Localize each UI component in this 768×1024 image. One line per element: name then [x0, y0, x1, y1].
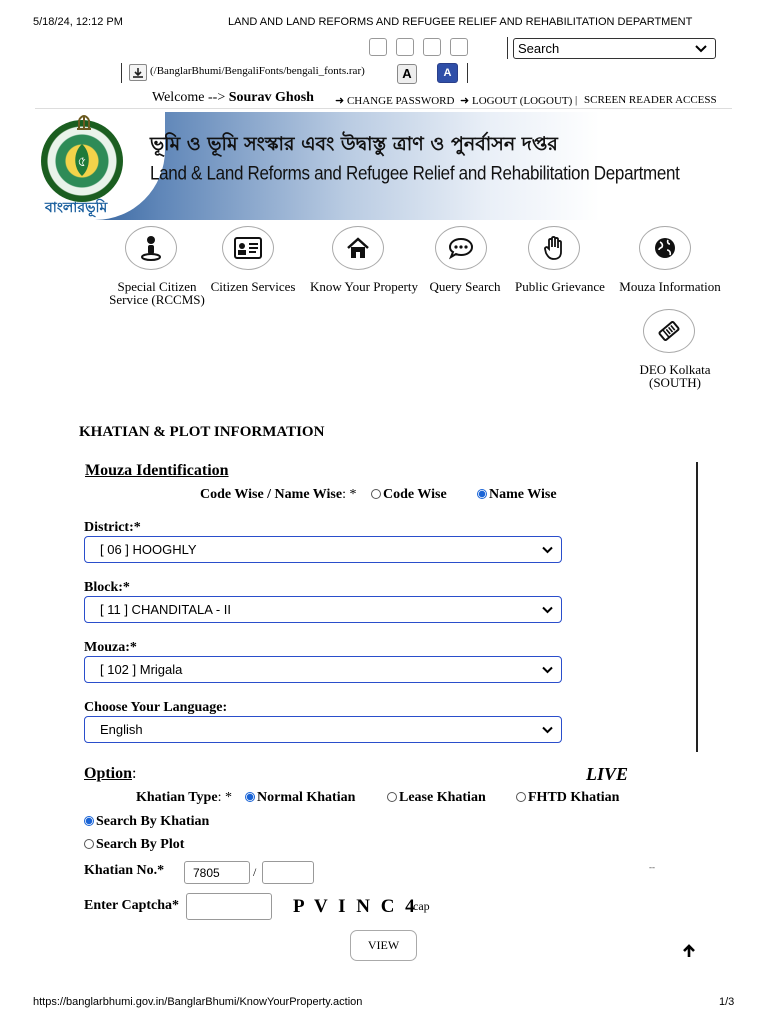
mouza-select-value: [ 102 ] Mrigala [100, 662, 183, 677]
captcha-text: P V I N C 4 [293, 896, 418, 917]
section-title: KHATIAN & PLOT INFORMATION [79, 424, 325, 440]
nav-label-mouza-information[interactable]: Mouza Information [619, 279, 721, 294]
language-select[interactable] [84, 716, 562, 743]
search-select-value: Search [518, 41, 560, 56]
small-mark: -- [649, 862, 655, 872]
block-select[interactable] [84, 596, 562, 623]
nav-label-deo-kolkata-south[interactable]: DEO Kolkata (SOUTH) [639, 362, 711, 390]
banglarbhumi-logo-text: বাংলারভূমি [45, 200, 108, 216]
khatian-no-input[interactable] [184, 861, 250, 884]
header-separator: | [575, 94, 578, 106]
nav-label-public-grievance[interactable]: Public Grievance [515, 279, 605, 294]
chat-bubble-icon [435, 226, 487, 270]
name-wise-label: Name Wise [489, 487, 557, 502]
search-by-plot-radio[interactable] [84, 839, 94, 849]
lease-khatian-label: Lease Khatian [399, 790, 486, 805]
emblem-logo [41, 120, 123, 202]
font-size-icon[interactable]: A [397, 64, 417, 84]
svg-text:৫: ৫ [77, 154, 87, 170]
id-card-icon [222, 226, 274, 270]
font-row-divider-left [121, 63, 122, 83]
mouza-identification-heading: Mouza Identification [85, 462, 229, 479]
nav-item-public-grievance[interactable] [528, 226, 580, 270]
search-select[interactable] [513, 38, 716, 59]
header-divider [35, 108, 732, 109]
khatian-no-value: 7805 [193, 865, 220, 880]
banner-english-title: Land & Land Reforms and Refugee Relief and Rehabilitation Department [150, 162, 680, 184]
welcome-prefix: Welcome --> [152, 90, 226, 105]
normal-khatian-label: Normal Khatian [257, 790, 356, 805]
logout-label: LOGOUT (LOGOUT) [471, 95, 573, 107]
code-wise-label: Code Wise [383, 487, 447, 502]
citizen-icon [125, 226, 177, 270]
lease-khatian-radio[interactable] [387, 792, 397, 802]
print-url: https://banglarbhumi.gov.in/BanglarBhumi/KnowYourProperty.action [33, 996, 363, 1008]
name-wise-radio[interactable] [477, 489, 487, 499]
khatian-separator: / [253, 865, 257, 879]
search-by-khatian-option[interactable] [84, 814, 209, 830]
fhtd-khatian-label: FHTD Khatian [528, 790, 620, 805]
normal-khatian-radio[interactable] [245, 792, 255, 802]
print-page-number: 1/3 [719, 996, 735, 1008]
name-wise-option[interactable] [477, 487, 557, 503]
lease-khatian-option[interactable] [387, 790, 486, 806]
nav-item-deo-kolkata-south[interactable] [643, 309, 695, 353]
welcome-text [152, 90, 314, 106]
block-label: Block:* [84, 580, 130, 595]
mouza-select[interactable] [84, 656, 562, 683]
khatian-sub-input[interactable] [262, 861, 314, 884]
change-password-label: CHANGE PASSWORD [346, 95, 455, 107]
toolbar-square-button-4[interactable] [450, 38, 468, 56]
language-select-value: English [100, 722, 143, 737]
hand-icon [528, 226, 580, 270]
code-wise-radio[interactable] [371, 489, 381, 499]
nav-label-special-citizen-service[interactable]: Special Citizen Service (RCCMS) [109, 279, 205, 307]
district-select-value: [ 06 ] HOOGHLY [100, 542, 197, 557]
nav-item-citizen-services[interactable] [222, 226, 274, 270]
district-label: District:* [84, 520, 141, 535]
option-heading-row [84, 765, 136, 783]
normal-khatian-option[interactable] [245, 790, 355, 806]
chevron-down-icon [542, 726, 553, 733]
nav-item-mouza-information[interactable] [639, 226, 691, 270]
home-icon [332, 226, 384, 270]
view-button[interactable]: VIEW [350, 930, 417, 961]
nav-label-citizen-services[interactable]: Citizen Services [210, 279, 296, 294]
sign-in-icon: ➜ [335, 95, 345, 107]
chevron-down-icon [542, 666, 553, 673]
district-select[interactable] [84, 536, 562, 563]
screen-reader-link[interactable]: SCREEN READER ACCESS [584, 94, 717, 106]
mouza-label: Mouza:* [84, 640, 137, 655]
search-by-khatian-label: Search By Khatian [96, 814, 210, 829]
fhtd-khatian-option[interactable] [516, 790, 619, 806]
captcha-suffix: cap [413, 899, 430, 913]
nav-label-query-search[interactable]: Query Search [429, 279, 501, 294]
khatian-type-row [136, 790, 232, 806]
khatian-no-label: Khatian No.* [84, 863, 165, 878]
nav-item-special-citizen-service[interactable] [125, 226, 177, 270]
chevron-down-icon [695, 45, 707, 53]
option-colon: : [132, 765, 137, 782]
chevron-down-icon [542, 546, 553, 553]
change-password-link[interactable] [335, 94, 454, 107]
panel-right-border [696, 462, 698, 752]
search-by-plot-label: Search By Plot [96, 837, 185, 852]
khatian-type-label: Khatian Type [136, 790, 218, 805]
national-emblem-icon [73, 112, 95, 130]
nav-label-know-your-property[interactable]: Know Your Property [310, 279, 418, 294]
scroll-to-top-icon[interactable] [682, 944, 696, 958]
nav-item-know-your-property[interactable] [332, 226, 384, 270]
search-by-plot-option[interactable] [84, 837, 184, 853]
nav-item-query-search[interactable] [435, 226, 487, 270]
toolbar-square-button-3[interactable] [423, 38, 441, 56]
user-name: Sourav Ghosh [228, 90, 314, 105]
code-name-wise-row [200, 487, 356, 503]
captcha-label: Enter Captcha* [84, 898, 180, 913]
captcha-input[interactable] [186, 893, 272, 920]
globe-icon [639, 226, 691, 270]
logout-icon: ➜ [460, 95, 470, 107]
toolbar-divider [507, 37, 508, 59]
language-label: Choose Your Language: [84, 700, 228, 715]
code-wise-option[interactable] [371, 487, 447, 503]
toolbar-square-button-1[interactable] [369, 38, 387, 56]
option-heading: Option [84, 765, 133, 782]
code-name-wise-label: Code Wise / Name Wise [200, 487, 343, 502]
chevron-down-icon [542, 606, 553, 613]
download-icon[interactable] [129, 64, 147, 81]
department-banner [35, 112, 680, 220]
fhtd-khatian-radio[interactable] [516, 792, 526, 802]
search-by-khatian-radio[interactable] [84, 816, 94, 826]
ticket-icon [643, 309, 695, 353]
bengali-fonts-link[interactable]: (/BanglarBhumi/BengaliFonts/bengali_fonts.rar) [150, 65, 365, 77]
print-datetime: 5/18/24, 12:12 PM [33, 16, 123, 28]
toolbar-square-button-2[interactable] [396, 38, 414, 56]
live-indicator: LIVE [586, 764, 629, 784]
logout-link[interactable] [460, 94, 572, 107]
block-select-value: [ 11 ] CHANDITALA - II [100, 602, 231, 617]
print-page-title: LAND AND LAND REFORMS AND REFUGEE RELIEF AND REHABILITATION DEPARTMENT [228, 16, 693, 28]
font-row-divider-right [467, 63, 468, 83]
khatian-type-suffix: : * [217, 790, 232, 805]
code-name-wise-colon: : * [342, 487, 357, 502]
banner-bengali-title: ভূমি ও ভূমি সংস্কার এবং উদ্বাস্তু ত্রাণ ও পুনর্বাসন দপ্তর [150, 133, 558, 155]
language-toggle-icon[interactable]: A [437, 63, 458, 83]
